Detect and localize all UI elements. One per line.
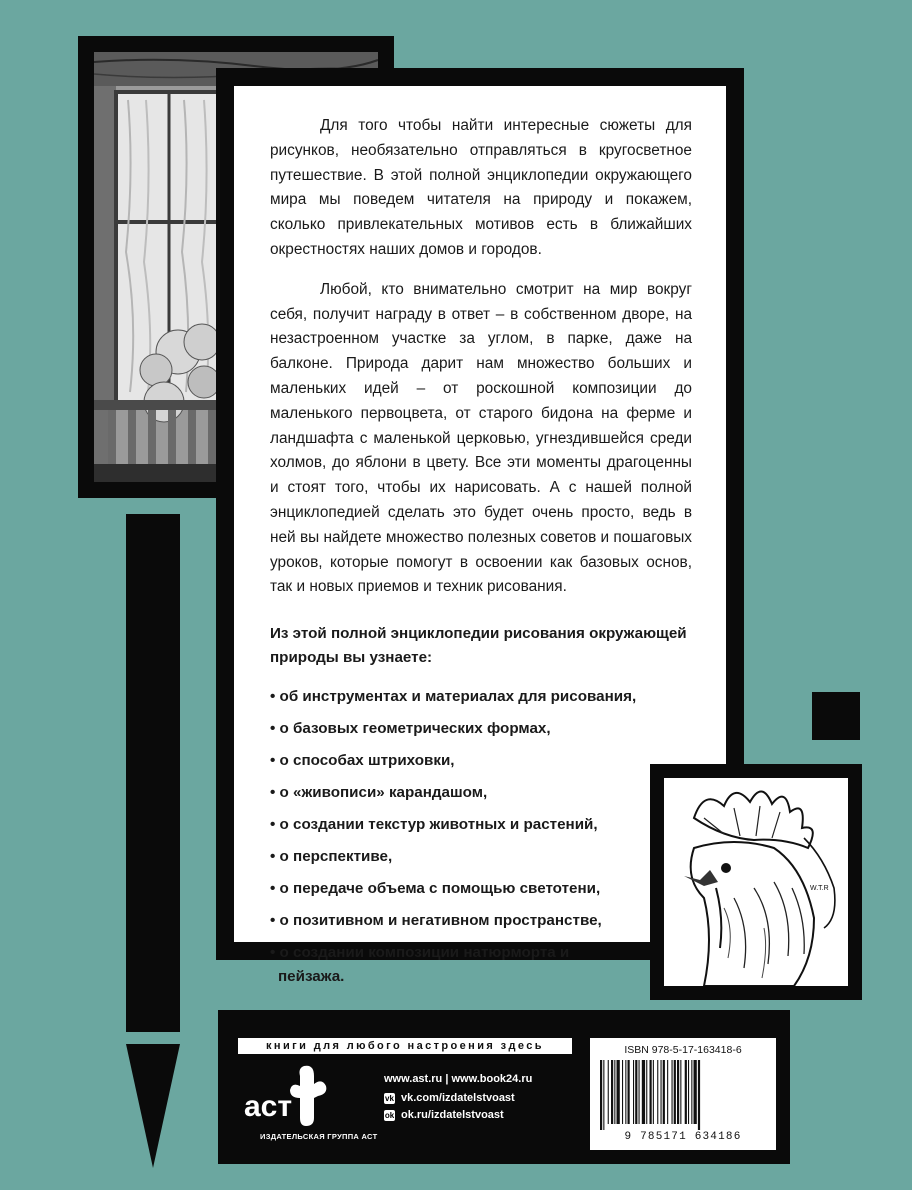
barcode-bar xyxy=(600,1060,602,1130)
barcode-bar xyxy=(611,1060,613,1124)
barcode-bar xyxy=(633,1060,634,1124)
topic-item: • о способах штриховки, xyxy=(270,752,455,770)
isbn-number: ISBN 978-5-17-163418-6 xyxy=(624,1044,742,1056)
barcode-bar xyxy=(622,1060,623,1124)
barcode-bar xyxy=(694,1060,697,1124)
barcode-bar xyxy=(674,1060,676,1124)
barcode-bar xyxy=(672,1060,673,1124)
barcode-bar xyxy=(625,1060,626,1124)
barcode-bar xyxy=(685,1060,687,1124)
topics-lead: Из этой полной энциклопедии рисования окружающей природы вы узнаете: xyxy=(270,625,687,667)
description-paragraph-2: Любой, кто внимательно смотрит на мир вокруг себя, получит награду в ответ – в собственном дворе, на незастроенном участке за углом, в парке, даже на балконе. Природа дарит нам множество больших и маленьких идей – от роскошной композиции до маленького первоцвета, от старого бидона на ферме и ландшафта с маленькой церковью, угнездившейся среди холмов, до яблони в цвету. Все эти моменты драгоценны и стоят того, чтобы их нарисовать. А с нашей полной энциклопедией сделать это будет очень просто, ведь в ней вы найдете множество полезных советов и пошаговых уроков, которые помогут в освоении как базовых основ, так и новых приемов и техник рисования. xyxy=(270,280,692,596)
barcode-bar xyxy=(680,1060,681,1124)
topic-item: • об инструментах и материалах для рисования, xyxy=(270,688,637,706)
ok-link-text: ok.ru/izdatelstvoast xyxy=(401,1109,504,1121)
ok-link[interactable] xyxy=(384,1109,504,1121)
rooster-illustration-frame xyxy=(650,764,862,1000)
barcode-bar xyxy=(653,1060,654,1124)
publisher-tagline: книги для любого настроения здесь xyxy=(238,1038,572,1054)
pencil-tip-graphic xyxy=(126,1044,180,1168)
topic-item: • о «живописи» карандашом, xyxy=(270,784,488,802)
barcode-bar xyxy=(628,1060,630,1124)
topic-item: • о перспективе, xyxy=(270,848,393,866)
vk-link-text: vk.com/izdatelstvoast xyxy=(401,1092,515,1104)
vk-link[interactable] xyxy=(384,1092,515,1104)
barcode-bar xyxy=(614,1060,615,1124)
publisher-info-bar xyxy=(218,1010,790,1164)
barcode-digits: 9 785171 634186 xyxy=(624,1131,742,1143)
barcode-bar xyxy=(688,1060,689,1124)
barcode-bar xyxy=(650,1060,652,1124)
decorative-square xyxy=(812,692,860,740)
barcode-bar xyxy=(667,1060,668,1124)
topic-item: • о передаче объема с помощью светотени, xyxy=(270,880,601,898)
barcode-bar xyxy=(691,1060,692,1124)
barcode-bar xyxy=(642,1060,645,1124)
vk-icon: vk xyxy=(385,1093,394,1103)
topics-list xyxy=(270,685,692,989)
barcode-bar xyxy=(663,1060,665,1124)
topic-item: • о позитивном и негативном пространстве, xyxy=(270,912,602,930)
publisher-name: ИЗДАТЕЛЬСКАЯ ГРУППА АСТ xyxy=(260,1132,378,1141)
topic-item: • о создании текстур животных и растений, xyxy=(270,816,598,834)
barcode-bar xyxy=(635,1060,637,1124)
ok-icon: ok xyxy=(384,1110,395,1120)
barcode-block xyxy=(590,1038,776,1150)
barcode-bar xyxy=(698,1060,700,1130)
barcode-bar xyxy=(603,1060,604,1130)
topic-item: • о базовых геометрических формах, xyxy=(270,720,551,738)
publisher-websites[interactable]: www.ast.ru | www.book24.ru xyxy=(384,1073,533,1085)
topic-item: • о создании композиции натюрморта и пейзажа. xyxy=(270,944,570,986)
barcode-graphic xyxy=(598,1060,768,1130)
barcode-bar xyxy=(617,1060,620,1124)
barcode-bar xyxy=(608,1060,609,1124)
pencil-body-graphic xyxy=(126,514,180,1032)
logo-text: аст xyxy=(244,1090,293,1123)
barcode-bar xyxy=(677,1060,679,1124)
barcode-bar xyxy=(639,1060,640,1124)
barcode-bar xyxy=(646,1060,647,1124)
ast-logo xyxy=(242,1064,352,1130)
rooster-signature: W.T.R xyxy=(810,885,829,892)
barcode-bar xyxy=(661,1060,662,1124)
rooster-illustration xyxy=(664,778,848,986)
description-paragraph-1: Для того чтобы найти интересные сюжеты для рисунков, необязательно отправляться в кругосветное путешествие. В этой полной энциклопедии окружающего мира мы поведем читателя на природу и покажем, сколько привлекательных мотивов есть в ближайших окрестностях наших домов и городов. xyxy=(270,117,692,258)
barcode-bar xyxy=(657,1060,658,1124)
